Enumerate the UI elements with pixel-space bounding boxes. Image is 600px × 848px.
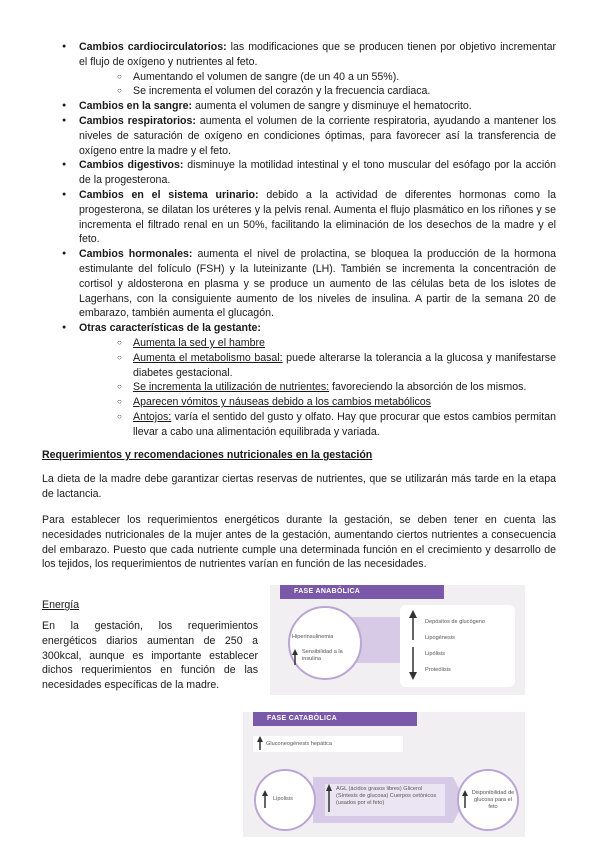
energia-heading: Energía	[42, 599, 80, 611]
sub-bullet-underlined: Aumenta el metabolismo basal:	[133, 351, 283, 364]
list-item	[58, 247, 556, 321]
anabolic-phase-title: FASE ANABÓLICA	[280, 585, 444, 599]
sub-bullet-underlined: Aumenta la sed y el hambre	[133, 336, 265, 349]
bullet-title: Cambios en el sistema urinario:	[79, 188, 259, 201]
sub-bullet-text: varía el sentido del gusto y olfato. Hay que procurar que estos cambios permitan llevar a cabo una alimentación equilibrada y variada.	[133, 410, 556, 438]
list-item	[58, 99, 556, 114]
energia-paragraph: En la gestación, los requerimientos energéticos diarios aumentan de 250 a 300kcal, aunque es importante establecer dichos requerimientos en función de las necesidades específicas de la madre.	[42, 620, 258, 692]
list-item	[117, 395, 556, 410]
list-item	[117, 84, 556, 99]
bullet-title: Cambios hormonales:	[79, 248, 193, 261]
bullet-text: aumenta el nivel de prolactina, se bloquea la producción de la hormona estimulante del folículo (FSH) y la luteinizante (LH). También se incrementa la concentración de cortisol y aldosterona en plasma y se produce un aumento de las células beta de los islotes de Lagerhans, con la consiguiente aumento de los niveles de insulina. A partir de la semana 20 de embarazo, también aumenta el glucagón.	[79, 248, 556, 320]
catabolic-phase-diagram	[243, 712, 525, 837]
paragraph: La dieta de la madre debe garantizar ciertas reservas de nutrientes, que se utilizarán más tarde en la etapa de lactancia.	[42, 473, 556, 500]
glucose-availability-label: Disponibilidad de glucosa para el feto	[471, 790, 515, 810]
catabolic-phase-title: FASE CATABÓLICA	[253, 712, 417, 726]
sub-bullet-underlined: Se incrementa la utilización de nutrientes:	[133, 381, 330, 394]
anabolic-phase-diagram	[270, 585, 525, 695]
sub-bullet-underlined: Antojos:	[133, 410, 172, 423]
bullet-text: disminuye la motilidad intestinal y el tono muscular del esófago por la acción de la progesterona.	[79, 159, 556, 187]
bullet-text: aumenta el volumen de la corriente respiratoria, ayudando a mantener los niveles de saturación de oxígeno en condiciones óptimas, para favorecer así la transferencia de oxígeno entre la madre y el feto.	[79, 114, 557, 157]
list-item	[117, 336, 556, 351]
anabolic-item: Depósitos de glucógeno	[425, 619, 486, 625]
anabolic-item: Proteólisis	[425, 667, 451, 673]
list-item	[117, 351, 556, 381]
catabolic-shapes	[243, 712, 525, 837]
bullet-title: Cambios cardiocirculatorios:	[79, 41, 227, 53]
sub-bullet-text: favoreciendo la absorción de los mismos.	[329, 381, 527, 394]
list-item	[58, 114, 556, 158]
list-item	[58, 40, 556, 99]
gluconeogenesis-label: Gluconeogénesis hepática	[266, 741, 332, 747]
list-item	[117, 410, 556, 440]
bullet-text: debido a la actividad de diferentes hormonas como la progesterona, se dilatan los uréteres y la pelvis renal. Aumenta el flujo plasmático en los riñones y se incrementa el filtrado renal en un 50%, facilitando la eliminación de los desechos de la madre y el feto.	[79, 188, 556, 246]
list-item	[58, 188, 556, 247]
sub-bullet-text: puede alterarse la tolerancia a la glucosa y manifestarse diabetes gestacional.	[133, 351, 556, 379]
paragraph: Para establecer los requerimientos energéticos durante la gestación, se deben tener en cuenta las necesidades nutricionales de la mujer antes de la gestación, aumentando ciertos nutrientes a consecuencia del embarazo. Puesto que cada nutriente cumple una determinada función en el crecimiento y desarrollo de los tejidos, los requerimientos de nutrientes varían en función de las necesidades.	[42, 514, 556, 571]
list-item	[58, 158, 556, 188]
bullet-text: las modificaciones que se producen tienen por objetivo incrementar el flujo de oxígeno y nutrientes al feto.	[79, 41, 556, 68]
list-item	[117, 380, 556, 395]
sub-bullet-text: Se incrementa el volumen del corazón y la frecuencia cardiaca.	[133, 85, 431, 98]
lipolisis-label: Lipolisis	[273, 796, 293, 802]
anabolic-item: Lipogénesis	[425, 635, 455, 641]
list-item	[117, 70, 556, 85]
hyperinsulinemia-label: Hiperinsulinemia	[292, 634, 334, 640]
bullet-title: Cambios en la sangre:	[79, 100, 193, 113]
bullet-title: Cambios digestivos:	[79, 159, 184, 172]
bullet-text: aumenta el volumen de sangre y disminuye el hematocrito.	[192, 100, 472, 113]
bullet-title: Cambios respiratorios:	[79, 114, 196, 127]
sub-bullet-text: Aumentando el volumen de sangre (de un 40 a un 55%).	[133, 70, 400, 83]
anabolic-item: Lipólisis	[425, 651, 445, 657]
bullet-title: Otras características de la gestante:	[79, 322, 261, 335]
section-heading: Requerimientos y recomendaciones nutricionales en la gestación	[42, 449, 373, 461]
catabolic-products-text: AGL (ácidos grasos libres) Glicerol (Síntesis de glucosa) Cuerpos cetónicos (usados por el feto)	[336, 786, 437, 806]
bullet-list	[58, 40, 556, 440]
sub-bullet-underlined: Aparecen vómitos y náuseas debido a los cambios metabólicos	[133, 396, 431, 409]
list-item	[58, 321, 556, 439]
insulin-sensitivity-label: Sensibilidad a la insulina	[302, 649, 343, 662]
